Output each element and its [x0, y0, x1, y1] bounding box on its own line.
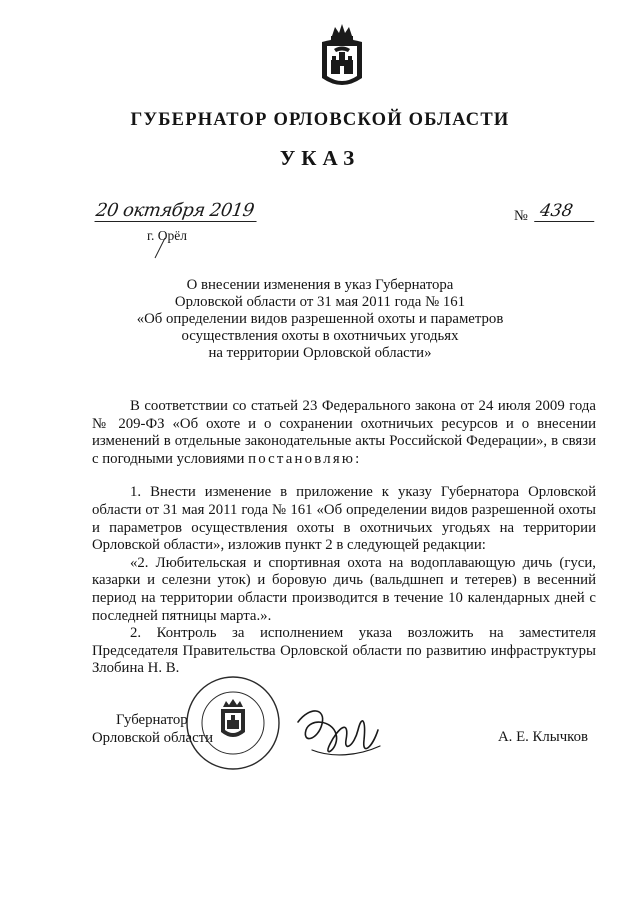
document-date: 20 октября 2019 [94, 200, 259, 222]
subject-line: «Об определении видов разрешенной охоты и параметров [136, 311, 504, 327]
document-number: 438 [534, 201, 598, 222]
decree-word: постановляю: [248, 450, 362, 467]
signer-name: А. Е. Клычков [498, 729, 588, 745]
number-label: № [514, 208, 528, 224]
pen-stroke-icon [151, 236, 171, 260]
subject-line: Орловской области от 31 мая 2011 года № 161 [174, 294, 466, 310]
subject-line: О внесении изменения в указ Губернатора [186, 277, 454, 293]
decree-subject [120, 277, 520, 362]
decree-body [92, 398, 596, 678]
signer-position-line: Орловской области [92, 730, 214, 746]
subject-line: осуществления охоты в охотничьих угодьях [181, 328, 459, 344]
handwritten-signature-icon [292, 700, 384, 768]
item-paragraph: «2. Любительская и спортивная охота на водоплавающую дичь (гуси, казарки и селезни уток) и боровую дичь (вальдшнеп и тетерев) в весенний период на территории области производится в течение 10 календарных дней с последней пятницы марта.». [92, 554, 596, 624]
preamble-text: В соответствии со статьей 23 Федерального закона от 24 июля 2009 года № 209-ФЗ «Об охоте и о сохранении охотничьих ресурсов и о внесении изменений в отдельные законодательные акты Российской Федерации», в связи с погодными условиями [92, 398, 596, 467]
issuer-title: ГУБЕРНАТОР ОРЛОВСКОЙ ОБЛАСТИ [130, 110, 510, 130]
item-paragraph: 2. Контроль за исполнением указа возложить на заместителя Председателя Правительства Орловской области по развитию инфраструктуры Злобина Н. В. [92, 625, 596, 677]
subject-line: на территории Орловской области» [208, 345, 432, 361]
preamble-paragraph [92, 398, 596, 468]
item-paragraph: 1. Внести изменение в приложение к указу Губернатора Орловской области от 31 мая 2011 года № 161 «Об определении видов разрешенной охоты и параметров осуществления охоты в охотничьих угодьях на территории Орловской области», изложив пункт 2 в следующей редакции: [92, 484, 596, 554]
signer-position-line: Губернатор [116, 712, 188, 728]
official-seal-icon [184, 674, 282, 772]
city: г. Орёл [147, 228, 187, 243]
document-type: УКАЗ [279, 146, 361, 170]
coat-of-arms-icon [318, 22, 366, 94]
